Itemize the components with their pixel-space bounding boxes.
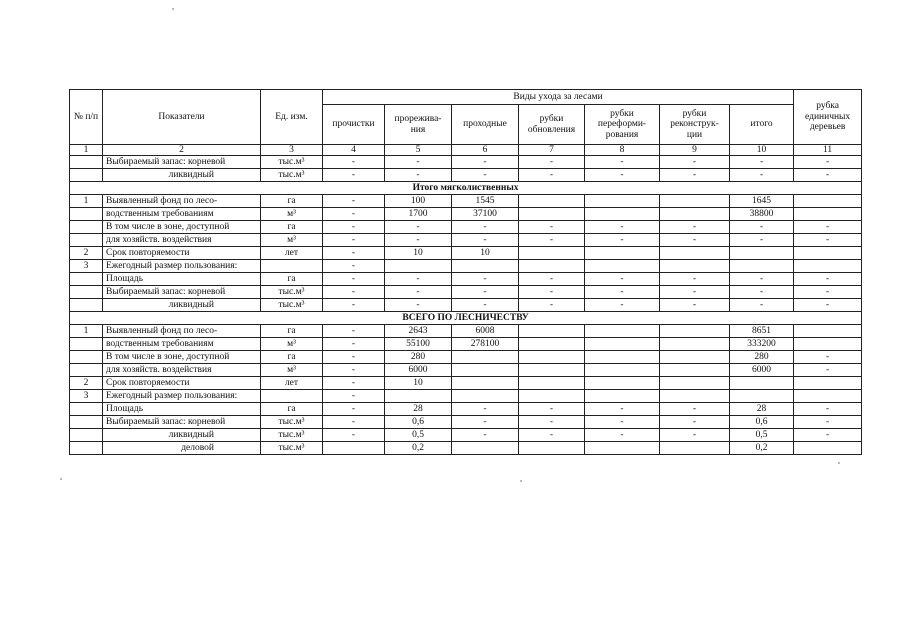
row-unit: лет (261, 377, 323, 390)
cell-value: - (323, 221, 385, 234)
cell-value (585, 195, 660, 208)
row-label: Ежегодный размер пользования: (103, 260, 261, 273)
cell-value: - (794, 221, 862, 234)
cell-value: 6000 (730, 364, 794, 377)
cell-value: - (519, 429, 585, 442)
row-unit: га (261, 351, 323, 364)
cell-value: - (730, 273, 794, 286)
col-type-header: проходные (452, 105, 519, 145)
scan-speck (520, 480, 522, 482)
table-row (70, 364, 862, 377)
row-number (70, 416, 103, 429)
row-number (70, 364, 103, 377)
cell-value: 0,5 (385, 429, 452, 442)
row-number (70, 299, 103, 312)
cell-value (794, 260, 862, 273)
row-unit: га (261, 403, 323, 416)
cell-value: - (519, 416, 585, 429)
cell-value: - (519, 273, 585, 286)
cell-value: - (323, 416, 385, 429)
cell-value (794, 247, 862, 260)
row-unit: тыс.м³ (261, 416, 323, 429)
table-row (70, 338, 862, 351)
table-row (70, 442, 862, 455)
cell-value: - (452, 299, 519, 312)
table-row (70, 156, 862, 169)
cell-value: - (385, 169, 452, 182)
section-title: ВСЕГО ПО ЛЕСНИЧЕСТВУ (70, 312, 862, 325)
row-unit (261, 260, 323, 273)
cell-value (660, 377, 730, 390)
row-unit: лет (261, 247, 323, 260)
cell-value: - (323, 299, 385, 312)
row-number (70, 338, 103, 351)
cell-value: - (323, 338, 385, 351)
cell-value: - (660, 403, 730, 416)
row-label: Выбираемый запас: корневой (103, 416, 261, 429)
cell-value (730, 390, 794, 403)
cell-value: 28 (730, 403, 794, 416)
cell-value (794, 377, 862, 390)
cell-value (519, 442, 585, 455)
row-number: 3 (70, 390, 103, 403)
cell-value: - (794, 416, 862, 429)
row-label: В том числе в зоне, доступной (103, 351, 261, 364)
cell-value: - (794, 351, 862, 364)
table-row (70, 273, 862, 286)
cell-value: - (323, 195, 385, 208)
cell-value (585, 325, 660, 338)
cell-value: - (323, 234, 385, 247)
row-unit: га (261, 195, 323, 208)
cell-value: - (585, 234, 660, 247)
cell-value (385, 390, 452, 403)
cell-value: - (519, 156, 585, 169)
col-number: 5 (385, 145, 452, 156)
row-label: Срок повторяемости (103, 377, 261, 390)
table-row (70, 403, 862, 416)
row-unit: тыс.м³ (261, 169, 323, 182)
cell-value (585, 351, 660, 364)
col-type-header: рубки переформи-рования (585, 105, 660, 145)
cell-value: - (385, 273, 452, 286)
cell-value: - (452, 169, 519, 182)
cell-value: - (794, 156, 862, 169)
cell-value (660, 260, 730, 273)
row-label: для хозяйств. воздействия (103, 364, 261, 377)
cell-value: 278100 (452, 338, 519, 351)
table-row (70, 260, 862, 273)
row-number (70, 442, 103, 455)
cell-value (794, 442, 862, 455)
col-number: 9 (660, 145, 730, 156)
cell-value: 37100 (452, 208, 519, 221)
table-row (70, 325, 862, 338)
cell-value (519, 260, 585, 273)
cell-value (323, 442, 385, 455)
cell-value: - (323, 390, 385, 403)
cell-value: 0,6 (385, 416, 452, 429)
row-label: Площадь (103, 273, 261, 286)
row-number (70, 429, 103, 442)
col-type-header: рубки обновления (519, 105, 585, 145)
row-label: водственным требованиям (103, 338, 261, 351)
cell-value: - (730, 221, 794, 234)
cell-value: 0,5 (730, 429, 794, 442)
col-number: 1 (70, 145, 103, 156)
cell-value (519, 377, 585, 390)
cell-value (585, 442, 660, 455)
cell-value: 28 (385, 403, 452, 416)
col-number: 3 (261, 145, 323, 156)
cell-value: - (794, 169, 862, 182)
cell-value: - (660, 299, 730, 312)
cell-value: - (323, 208, 385, 221)
cell-value: 0,2 (730, 442, 794, 455)
row-unit: га (261, 273, 323, 286)
row-number (70, 169, 103, 182)
scan-speck (838, 462, 840, 464)
row-number: 2 (70, 377, 103, 390)
col-number: 4 (323, 145, 385, 156)
cell-value (452, 351, 519, 364)
table-row (70, 286, 862, 299)
row-label: Площадь (103, 403, 261, 416)
row-number (70, 286, 103, 299)
cell-value: - (519, 169, 585, 182)
col-type-header: рубки реконструк-ции (660, 105, 730, 145)
row-label: деловой (103, 442, 261, 455)
col-indicator-header: Показатели (103, 90, 261, 145)
cell-value (519, 364, 585, 377)
cell-value: - (585, 416, 660, 429)
row-number (70, 156, 103, 169)
table-row (70, 195, 862, 208)
cell-value: - (794, 273, 862, 286)
cell-value (385, 260, 452, 273)
cell-value: - (794, 299, 862, 312)
cell-value: - (794, 403, 862, 416)
col-number: 10 (730, 145, 794, 156)
table-row (70, 390, 862, 403)
row-unit: тыс.м³ (261, 429, 323, 442)
row-number (70, 351, 103, 364)
cell-value: - (794, 364, 862, 377)
row-unit: тыс.м³ (261, 442, 323, 455)
cell-value: - (730, 234, 794, 247)
cell-value: 333200 (730, 338, 794, 351)
col-single-tree-header: рубка единичных деревьев (794, 90, 862, 145)
cell-value (585, 208, 660, 221)
row-label: ликвидный (103, 299, 261, 312)
cell-value: - (323, 325, 385, 338)
cell-value: - (452, 416, 519, 429)
cell-value: - (323, 156, 385, 169)
cell-value (585, 390, 660, 403)
cell-value: - (660, 169, 730, 182)
cell-value: - (323, 169, 385, 182)
cell-value: - (660, 221, 730, 234)
row-label: ликвидный (103, 169, 261, 182)
col-type-header: прочистки (323, 105, 385, 145)
table-row (70, 208, 862, 221)
cell-value: - (585, 156, 660, 169)
cell-value: - (385, 234, 452, 247)
cell-value: - (730, 156, 794, 169)
col-number: 2 (103, 145, 261, 156)
cell-value: - (519, 234, 585, 247)
cell-value (660, 442, 730, 455)
cell-value: - (323, 247, 385, 260)
row-number (70, 403, 103, 416)
cell-value: 8651 (730, 325, 794, 338)
cell-value: 2643 (385, 325, 452, 338)
cell-value: - (385, 221, 452, 234)
cell-value (660, 195, 730, 208)
cell-value (519, 247, 585, 260)
cell-value: - (452, 221, 519, 234)
col-no-header: № п/п (70, 90, 103, 145)
col-number: 6 (452, 145, 519, 156)
cell-value: 280 (385, 351, 452, 364)
cell-value: 1645 (730, 195, 794, 208)
cell-value (452, 390, 519, 403)
row-number: 2 (70, 247, 103, 260)
cell-value: - (660, 156, 730, 169)
cell-value: - (794, 429, 862, 442)
col-unit-header: Ед. изм. (261, 90, 323, 145)
cell-value (452, 364, 519, 377)
table-row (70, 351, 862, 364)
table-row (70, 234, 862, 247)
cell-value (660, 338, 730, 351)
cell-value: - (660, 273, 730, 286)
col-number: 11 (794, 145, 862, 156)
row-number (70, 221, 103, 234)
cell-value (730, 247, 794, 260)
cell-value: 280 (730, 351, 794, 364)
cell-value: - (452, 403, 519, 416)
cell-value: - (660, 429, 730, 442)
cell-value: 1700 (385, 208, 452, 221)
col-number: 8 (585, 145, 660, 156)
cell-value: - (794, 234, 862, 247)
cell-value: - (585, 221, 660, 234)
cell-value: - (323, 403, 385, 416)
cell-value (730, 260, 794, 273)
row-label: Ежегодный размер пользования: (103, 390, 261, 403)
row-label: Срок повторяемости (103, 247, 261, 260)
cell-value (585, 247, 660, 260)
cell-value: - (660, 416, 730, 429)
cell-value: - (585, 169, 660, 182)
cell-value (519, 325, 585, 338)
row-label: Выявленный фонд по лесо- (103, 325, 261, 338)
row-unit: тыс.м³ (261, 299, 323, 312)
cell-value: - (385, 286, 452, 299)
row-label: Выявленный фонд по лесо- (103, 195, 261, 208)
cell-value: - (452, 286, 519, 299)
row-unit: тыс.м³ (261, 286, 323, 299)
table-row (70, 429, 862, 442)
cell-value: - (585, 299, 660, 312)
row-number: 1 (70, 195, 103, 208)
row-label: ликвидный (103, 429, 261, 442)
cell-value: - (452, 234, 519, 247)
row-unit: га (261, 221, 323, 234)
cell-value (660, 364, 730, 377)
cell-value: - (323, 364, 385, 377)
row-unit: га (261, 325, 323, 338)
care-types-group-header: Виды ухода за лесами (323, 90, 794, 105)
row-unit: м³ (261, 234, 323, 247)
row-label: для хозяйств. воздействия (103, 234, 261, 247)
row-number (70, 208, 103, 221)
cell-value: - (323, 286, 385, 299)
table-row (70, 416, 862, 429)
cell-value: - (519, 403, 585, 416)
cell-value: - (323, 377, 385, 390)
table-row (70, 377, 862, 390)
cell-value: - (730, 286, 794, 299)
col-type-header: итого (730, 105, 794, 145)
cell-value: - (323, 260, 385, 273)
cell-value: 10 (385, 247, 452, 260)
cell-value: - (730, 169, 794, 182)
cell-value (794, 390, 862, 403)
cell-value: - (585, 429, 660, 442)
cell-value (730, 377, 794, 390)
cell-value: 10 (452, 247, 519, 260)
cell-value (452, 442, 519, 455)
row-number (70, 273, 103, 286)
row-label: В том числе в зоне, доступной (103, 221, 261, 234)
table-row (70, 221, 862, 234)
cell-value: - (585, 286, 660, 299)
row-label: водственным требованиям (103, 208, 261, 221)
cell-value (660, 325, 730, 338)
cell-value (585, 260, 660, 273)
cell-value (660, 208, 730, 221)
cell-value (660, 390, 730, 403)
cell-value: - (585, 273, 660, 286)
scan-speck (172, 8, 174, 10)
row-unit: м³ (261, 208, 323, 221)
cell-value (519, 338, 585, 351)
cell-value (660, 247, 730, 260)
table-row (70, 299, 862, 312)
cell-value: 0,2 (385, 442, 452, 455)
cell-value (794, 338, 862, 351)
cell-value (519, 351, 585, 364)
col-type-header: прорежива-ния (385, 105, 452, 145)
cell-value: - (519, 299, 585, 312)
cell-value: - (519, 286, 585, 299)
cell-value (585, 338, 660, 351)
cell-value: - (385, 299, 452, 312)
cell-value: 6000 (385, 364, 452, 377)
cell-value: - (452, 156, 519, 169)
cell-value: - (519, 221, 585, 234)
cell-value: - (585, 403, 660, 416)
cell-value (794, 208, 862, 221)
forest-care-table (69, 89, 862, 455)
scan-speck (60, 478, 62, 480)
cell-value: - (452, 429, 519, 442)
section-title: Итого мягколиственных (70, 182, 862, 195)
cell-value: 1545 (452, 195, 519, 208)
row-unit: м³ (261, 338, 323, 351)
cell-value (519, 390, 585, 403)
table-row (70, 247, 862, 260)
cell-value (585, 364, 660, 377)
row-label: Выбираемый запас: корневой (103, 156, 261, 169)
cell-value (452, 260, 519, 273)
cell-value: 10 (385, 377, 452, 390)
cell-value: - (794, 286, 862, 299)
cell-value: 55100 (385, 338, 452, 351)
row-unit: м³ (261, 364, 323, 377)
cell-value: - (660, 286, 730, 299)
cell-value (794, 325, 862, 338)
cell-value (794, 195, 862, 208)
row-unit: тыс.м³ (261, 156, 323, 169)
cell-value (585, 377, 660, 390)
cell-value: - (452, 273, 519, 286)
cell-value: 6008 (452, 325, 519, 338)
col-number: 7 (519, 145, 585, 156)
cell-value: - (730, 299, 794, 312)
cell-value: - (323, 351, 385, 364)
cell-value (452, 377, 519, 390)
row-number: 3 (70, 260, 103, 273)
cell-value: - (323, 273, 385, 286)
cell-value: 0,6 (730, 416, 794, 429)
row-number (70, 234, 103, 247)
cell-value (519, 195, 585, 208)
cell-value: - (323, 429, 385, 442)
row-number: 1 (70, 325, 103, 338)
cell-value: - (385, 156, 452, 169)
cell-value: 100 (385, 195, 452, 208)
row-label: Выбираемый запас: корневой (103, 286, 261, 299)
cell-value (660, 351, 730, 364)
table-row (70, 169, 862, 182)
cell-value: - (660, 234, 730, 247)
section-row (70, 312, 862, 325)
cell-value: 38800 (730, 208, 794, 221)
section-row (70, 182, 862, 195)
row-unit (261, 390, 323, 403)
cell-value (519, 208, 585, 221)
